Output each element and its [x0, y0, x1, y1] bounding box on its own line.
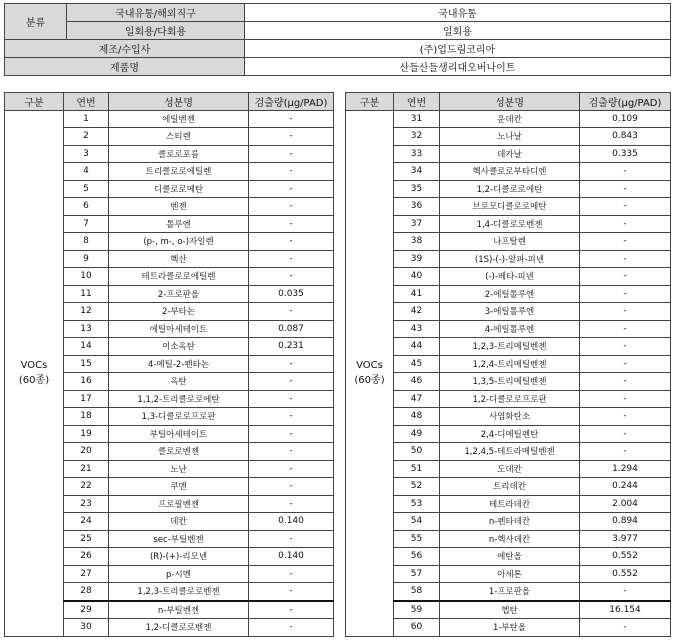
- component-name: 1,2,3-트리클로로벤젠: [109, 583, 249, 601]
- row-number: 34: [394, 163, 440, 181]
- component-name: n-헥사데칸: [440, 530, 580, 548]
- detected-amount: -: [580, 355, 671, 373]
- component-name: 1,3-디클로로프로판: [109, 408, 249, 426]
- row-number: 38: [394, 233, 440, 251]
- row-number: 13: [64, 320, 109, 338]
- row-number: 52: [394, 478, 440, 496]
- component-name: 1,3,5-트리메틸벤젠: [440, 373, 580, 391]
- component-name: 테트라클로로에틸렌: [109, 268, 249, 286]
- table-row: [346, 601, 671, 619]
- product-value: 산들산들생리대오버나이트: [245, 58, 671, 76]
- detected-amount: -: [249, 495, 334, 513]
- row-number: 41: [394, 285, 440, 303]
- detected-amount: -: [249, 443, 334, 461]
- detected-amount: 0.335: [580, 145, 671, 163]
- table-row: [346, 355, 671, 373]
- detected-amount: -: [580, 443, 671, 461]
- detected-amount: -: [249, 408, 334, 426]
- row-number: 22: [64, 478, 109, 496]
- row-number: 49: [394, 425, 440, 443]
- component-name: 1,2,4,5-테트라메틸벤젠: [440, 443, 580, 461]
- table-row: [346, 215, 671, 233]
- detected-amount: -: [580, 198, 671, 216]
- row-number: 11: [64, 285, 109, 303]
- category-name: VOCs: [356, 360, 383, 371]
- row-number: 30: [64, 619, 109, 637]
- table-row: [346, 460, 671, 478]
- component-name: (-)-베타-피넨: [440, 268, 580, 286]
- category-count: (60종): [18, 375, 50, 386]
- row-number: 53: [394, 495, 440, 513]
- component-name: 에틸아세테이트: [109, 320, 249, 338]
- component-name: 트리클로로에틸렌: [109, 163, 249, 181]
- detected-amount: -: [249, 128, 334, 146]
- component-name: 테트라데칸: [440, 495, 580, 513]
- row-number: 2: [64, 128, 109, 146]
- table-row: [346, 285, 671, 303]
- detected-amount: 1.294: [580, 460, 671, 478]
- table-row: [346, 180, 671, 198]
- component-name: 1,2-디클로로에탄: [440, 180, 580, 198]
- row-number: 20: [64, 443, 109, 461]
- table-row: [346, 425, 671, 443]
- detected-amount: -: [249, 460, 334, 478]
- detected-amount: -: [249, 233, 334, 251]
- table-row: [346, 320, 671, 338]
- row-number: 59: [394, 601, 440, 619]
- row-number: 40: [394, 268, 440, 286]
- row-number: 17: [64, 390, 109, 408]
- component-name: 운데칸: [440, 110, 580, 128]
- component-name: 2-프로판올: [109, 285, 249, 303]
- detected-amount: -: [249, 601, 334, 619]
- header-amount: 검출량(μg/PAD): [580, 93, 671, 111]
- detected-amount: 0.894: [580, 513, 671, 531]
- category-count: (60종): [354, 375, 385, 386]
- component-name: (p-, m-, o-)자일렌: [109, 233, 249, 251]
- detected-amount: -: [580, 303, 671, 321]
- detected-amount: -: [249, 163, 334, 181]
- category-cell: [5, 110, 64, 636]
- table-row: [346, 495, 671, 513]
- table-row: [346, 619, 671, 637]
- detected-amount: -: [580, 233, 671, 251]
- header-number: 연번: [64, 93, 109, 111]
- detected-amount: -: [249, 478, 334, 496]
- detected-amount: -: [580, 373, 671, 391]
- component-name: 1,4-디클로로벤젠: [440, 215, 580, 233]
- detected-amount: 0.843: [580, 128, 671, 146]
- distribution-value: 국내유통: [245, 4, 671, 22]
- detected-amount: -: [249, 373, 334, 391]
- detected-amount: -: [249, 215, 334, 233]
- component-name: 에탄올: [440, 548, 580, 566]
- component-name: 3-에틸톨루엔: [440, 303, 580, 321]
- row-number: 55: [394, 530, 440, 548]
- component-name: 헥사클로로부타디엔: [440, 163, 580, 181]
- component-name: 2-에틸톨루엔: [440, 285, 580, 303]
- row-number: 26: [64, 548, 109, 566]
- table-row: [346, 548, 671, 566]
- row-number: 7: [64, 215, 109, 233]
- table-row: [346, 268, 671, 286]
- detected-amount: -: [249, 355, 334, 373]
- row-number: 37: [394, 215, 440, 233]
- row-number: 14: [64, 338, 109, 356]
- detected-amount: 0.087: [249, 320, 334, 338]
- component-name: 도데칸: [440, 460, 580, 478]
- detected-amount: -: [249, 565, 334, 583]
- component-name: 톨루엔: [109, 215, 249, 233]
- detected-amount: 0.244: [580, 478, 671, 496]
- detected-amount: -: [580, 250, 671, 268]
- detected-amount: -: [580, 408, 671, 426]
- row-number: 42: [394, 303, 440, 321]
- product-info-table: [4, 3, 671, 76]
- category-cell: [346, 110, 394, 636]
- row-number: 32: [394, 128, 440, 146]
- row-number: 18: [64, 408, 109, 426]
- detected-amount: -: [249, 198, 334, 216]
- row-number: 28: [64, 583, 109, 601]
- row-number: 19: [64, 425, 109, 443]
- row-number: 36: [394, 198, 440, 216]
- row-number: 25: [64, 530, 109, 548]
- row-number: 12: [64, 303, 109, 321]
- detected-amount: -: [249, 425, 334, 443]
- detected-amount: -: [580, 180, 671, 198]
- component-name: 프로필벤젠: [109, 495, 249, 513]
- row-number: 3: [64, 145, 109, 163]
- component-name: 4-에틸톨루엔: [440, 320, 580, 338]
- table-row: [346, 513, 671, 531]
- row-number: 51: [394, 460, 440, 478]
- row-number: 57: [394, 565, 440, 583]
- row-number: 50: [394, 443, 440, 461]
- component-name: 데카날: [440, 145, 580, 163]
- table-row: [346, 233, 671, 251]
- maker-value: (주)업드림코리아: [245, 40, 671, 58]
- component-name: 헥산: [109, 250, 249, 268]
- component-name: 데칸: [109, 513, 249, 531]
- header-component: 성분명: [440, 93, 580, 111]
- header-category: 구분: [5, 93, 64, 111]
- detected-amount: 0.231: [249, 338, 334, 356]
- row-number: 60: [394, 619, 440, 637]
- component-name: n-부틸벤젠: [109, 601, 249, 619]
- component-name: (1S)-(-)-알파-피넨: [440, 250, 580, 268]
- category-name: VOCs: [20, 360, 48, 371]
- table-row: [346, 530, 671, 548]
- table-row: [346, 110, 671, 128]
- row-number: 44: [394, 338, 440, 356]
- table-row: [346, 583, 671, 601]
- component-name: 2,4-디메틸펜탄: [440, 425, 580, 443]
- component-name: 사염화탄소: [440, 408, 580, 426]
- row-number: 21: [64, 460, 109, 478]
- table-row: [346, 565, 671, 583]
- component-name: 클로로포름: [109, 145, 249, 163]
- component-name: 1,2-디클로로벤젠: [109, 619, 249, 637]
- detected-amount: -: [580, 619, 671, 637]
- detected-amount: -: [580, 285, 671, 303]
- detected-amount: 0.140: [249, 513, 334, 531]
- component-name: 노나날: [440, 128, 580, 146]
- maker-label: 제조/수입사: [5, 40, 245, 58]
- row-number: 16: [64, 373, 109, 391]
- detected-amount: -: [249, 530, 334, 548]
- component-name: 옥탄: [109, 373, 249, 391]
- header-component: 성분명: [109, 93, 249, 111]
- row-number: 23: [64, 495, 109, 513]
- detected-amount: 0.552: [580, 548, 671, 566]
- detected-amount: 2.004: [580, 495, 671, 513]
- detected-amount: -: [249, 390, 334, 408]
- detected-amount: -: [580, 425, 671, 443]
- table-row: [346, 390, 671, 408]
- row-number: 35: [394, 180, 440, 198]
- component-name: 클로로벤젠: [109, 443, 249, 461]
- header-number: 연번: [394, 93, 440, 111]
- detected-amount: 0.552: [580, 565, 671, 583]
- row-number: 9: [64, 250, 109, 268]
- row-number: 48: [394, 408, 440, 426]
- row-number: 10: [64, 268, 109, 286]
- component-name: 헵탄: [440, 601, 580, 619]
- detected-amount: -: [580, 320, 671, 338]
- header-category: 구분: [346, 93, 394, 111]
- detected-amount: -: [580, 268, 671, 286]
- row-number: 58: [394, 583, 440, 601]
- component-name: 1,2,4-트리메틸벤젠: [440, 355, 580, 373]
- row-number: 43: [394, 320, 440, 338]
- table-row: [346, 128, 671, 146]
- component-name: 이소옥탄: [109, 338, 249, 356]
- component-name: 트리데칸: [440, 478, 580, 496]
- row-number: 4: [64, 163, 109, 181]
- row-number: 39: [394, 250, 440, 268]
- detected-amount: -: [249, 145, 334, 163]
- component-name: 아세톤: [440, 565, 580, 583]
- table-row: [346, 303, 671, 321]
- detected-amount: -: [249, 268, 334, 286]
- row-number: 27: [64, 565, 109, 583]
- component-name: n-펜타데칸: [440, 513, 580, 531]
- component-name: 1-프로판올: [440, 583, 580, 601]
- component-name: 1-부탄올: [440, 619, 580, 637]
- table-row: [346, 373, 671, 391]
- detected-amount: -: [249, 110, 334, 128]
- component-name: 1,1,2-트리클로로에탄: [109, 390, 249, 408]
- component-name: 1,2-디클로로프로판: [440, 390, 580, 408]
- component-name: sec-부틸벤젠: [109, 530, 249, 548]
- component-name: (R)-(+)-리모넨: [109, 548, 249, 566]
- detected-amount: -: [249, 303, 334, 321]
- component-name: p-시멘: [109, 565, 249, 583]
- detected-amount: 0.109: [580, 110, 671, 128]
- row-number: 1: [64, 110, 109, 128]
- detected-amount: -: [249, 619, 334, 637]
- component-name: 벤젠: [109, 198, 249, 216]
- component-name: 디클로로메탄: [109, 180, 249, 198]
- component-name: 노난: [109, 460, 249, 478]
- detected-amount: -: [249, 250, 334, 268]
- component-name: 브로모디클로로메탄: [440, 198, 580, 216]
- table-row: [346, 443, 671, 461]
- row-number: 56: [394, 548, 440, 566]
- table-row: [346, 338, 671, 356]
- product-label: 제품명: [5, 58, 245, 76]
- voc-table-left: [4, 92, 334, 637]
- voc-table-right: [345, 92, 671, 637]
- row-number: 24: [64, 513, 109, 531]
- detected-amount: 3.977: [580, 530, 671, 548]
- detected-amount: 16.154: [580, 601, 671, 619]
- row-number: 6: [64, 198, 109, 216]
- row-number: 47: [394, 390, 440, 408]
- detected-amount: 0.140: [249, 548, 334, 566]
- detected-amount: -: [580, 215, 671, 233]
- component-name: 1,2,3-트리메틸벤젠: [440, 338, 580, 356]
- detected-amount: -: [580, 338, 671, 356]
- component-name: 4-메틸-2-펜타논: [109, 355, 249, 373]
- component-name: 에틸벤젠: [109, 110, 249, 128]
- row-number: 8: [64, 233, 109, 251]
- detected-amount: -: [249, 583, 334, 601]
- use-label: 일회용/다회용: [67, 22, 245, 40]
- row-number: 54: [394, 513, 440, 531]
- component-name: 2-부타논: [109, 303, 249, 321]
- detected-amount: -: [580, 583, 671, 601]
- detected-amount: 0.035: [249, 285, 334, 303]
- table-row: [346, 198, 671, 216]
- table-row: [346, 250, 671, 268]
- category-label: 분류: [5, 4, 67, 40]
- header-amount: 검출량(μg/PAD): [249, 93, 334, 111]
- detected-amount: -: [249, 180, 334, 198]
- table-row: [346, 163, 671, 181]
- component-name: 나프탈렌: [440, 233, 580, 251]
- table-row: [5, 110, 334, 128]
- component-name: 쿠멘: [109, 478, 249, 496]
- component-name: 스티렌: [109, 128, 249, 146]
- row-number: 46: [394, 373, 440, 391]
- table-row: [346, 408, 671, 426]
- row-number: 15: [64, 355, 109, 373]
- component-name: 부틸아세테이트: [109, 425, 249, 443]
- row-number: 33: [394, 145, 440, 163]
- row-number: 31: [394, 110, 440, 128]
- distribution-label: 국내유통/해외직구: [67, 4, 245, 22]
- row-number: 5: [64, 180, 109, 198]
- row-number: 45: [394, 355, 440, 373]
- detected-amount: -: [580, 163, 671, 181]
- table-row: [346, 145, 671, 163]
- use-value: 일회용: [245, 22, 671, 40]
- row-number: 29: [64, 601, 109, 619]
- table-row: [346, 478, 671, 496]
- detected-amount: -: [580, 390, 671, 408]
